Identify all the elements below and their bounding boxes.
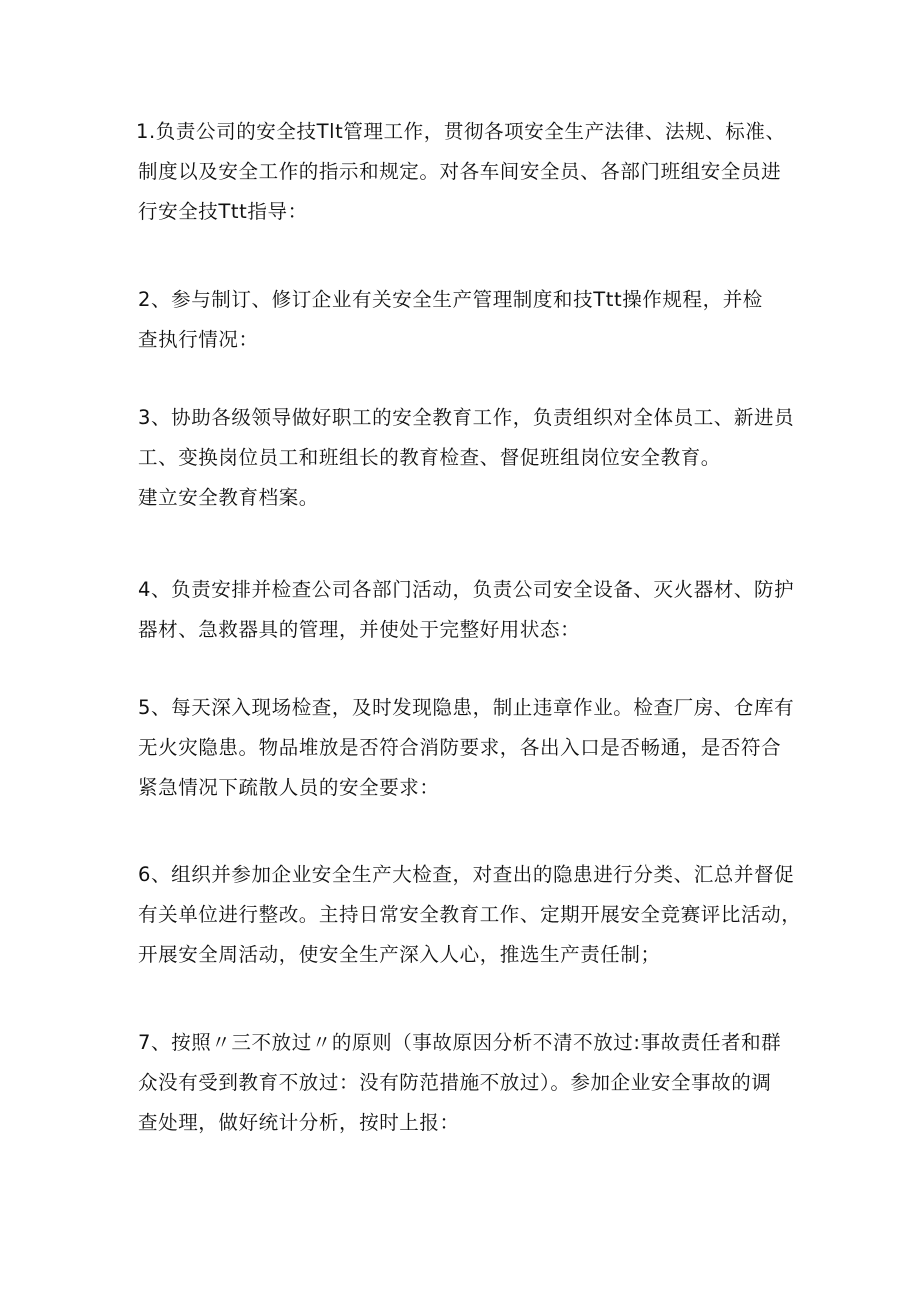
paragraph-7 (138, 1023, 818, 1143)
paragraph-3-line-2: 工、变换岗位员工和班组长的教育检查、督促班组岗位安全教育。 (138, 446, 721, 469)
paragraph-7-line-3: 查处理，做好统计分析，按时上报： (138, 1111, 460, 1134)
paragraph-5-line-2: 无火灾隐患。物品堆放是否符合消防要求，各出入口是否畅通，是否符合 (138, 736, 782, 759)
paragraph-4-line-1: 4、负责安排并检查公司各部门活动，负责公司安全设备、灭火器材、防护 (138, 578, 795, 601)
paragraph-5-line-1: 5、每天深入现场检查，及时发现隐患，制止违章作业。检查厂房、仓库有 (138, 696, 795, 719)
paragraph-7-line-2: 众没有受到教育不放过：没有防范措施不放过）。参加企业安全事故的调 (138, 1071, 772, 1094)
paragraph-6 (138, 855, 818, 975)
paragraph-6-line-1: 6、组织并参加企业安全生产大检查，对查出的隐患进行分类、汇总并督促 (138, 863, 795, 886)
paragraph-1-line-3: 行安全技Ttt指导： (138, 200, 308, 223)
paragraph-3-line-1: 3、协助各级领导做好职工的安全教育工作，负责组织对全体员工、新进员 (138, 406, 795, 429)
paragraph-2-line-2: 查执行情况： (138, 328, 259, 351)
paragraph-4-line-2: 器材、急救器具的管理，并使处于完整好用状态： (138, 618, 581, 641)
paragraph-2-line-1: 2、参与制订、修订企业有关安全生产管理制度和技Ttt操作规程，并检 (138, 288, 763, 311)
paragraph-1 (138, 112, 818, 232)
paragraph-5 (138, 688, 818, 808)
paragraph-1-line-2: 制度以及安全工作的指示和规定。对各车间安全员、各部门班组安全员进 (138, 160, 782, 183)
paragraph-2 (138, 280, 818, 360)
paragraph-3-line-3: 建立安全教育档案。 (138, 486, 319, 509)
paragraph-5-line-3: 紧急情况下疏散人员的安全要求： (138, 776, 440, 799)
paragraph-7-line-1: 7、按照〃三不放过〃的原则（事故原因分析不清不放过:事故责任者和群 (138, 1031, 782, 1054)
paragraph-6-line-3: 开展安全周活动，使安全生产深入人心，推选生产责任制； (138, 943, 661, 966)
paragraph-1-line-1: 1.负责公司的安全技Tlt管理工作，贯彻各项安全生产法律、法规、标准、 (136, 120, 786, 143)
paragraph-3 (138, 398, 818, 518)
paragraph-6-line-2: 有关单位进行整改。主持日常安全教育工作、定期开展安全竞赛评比活动， (138, 903, 802, 926)
paragraph-4 (138, 570, 818, 650)
